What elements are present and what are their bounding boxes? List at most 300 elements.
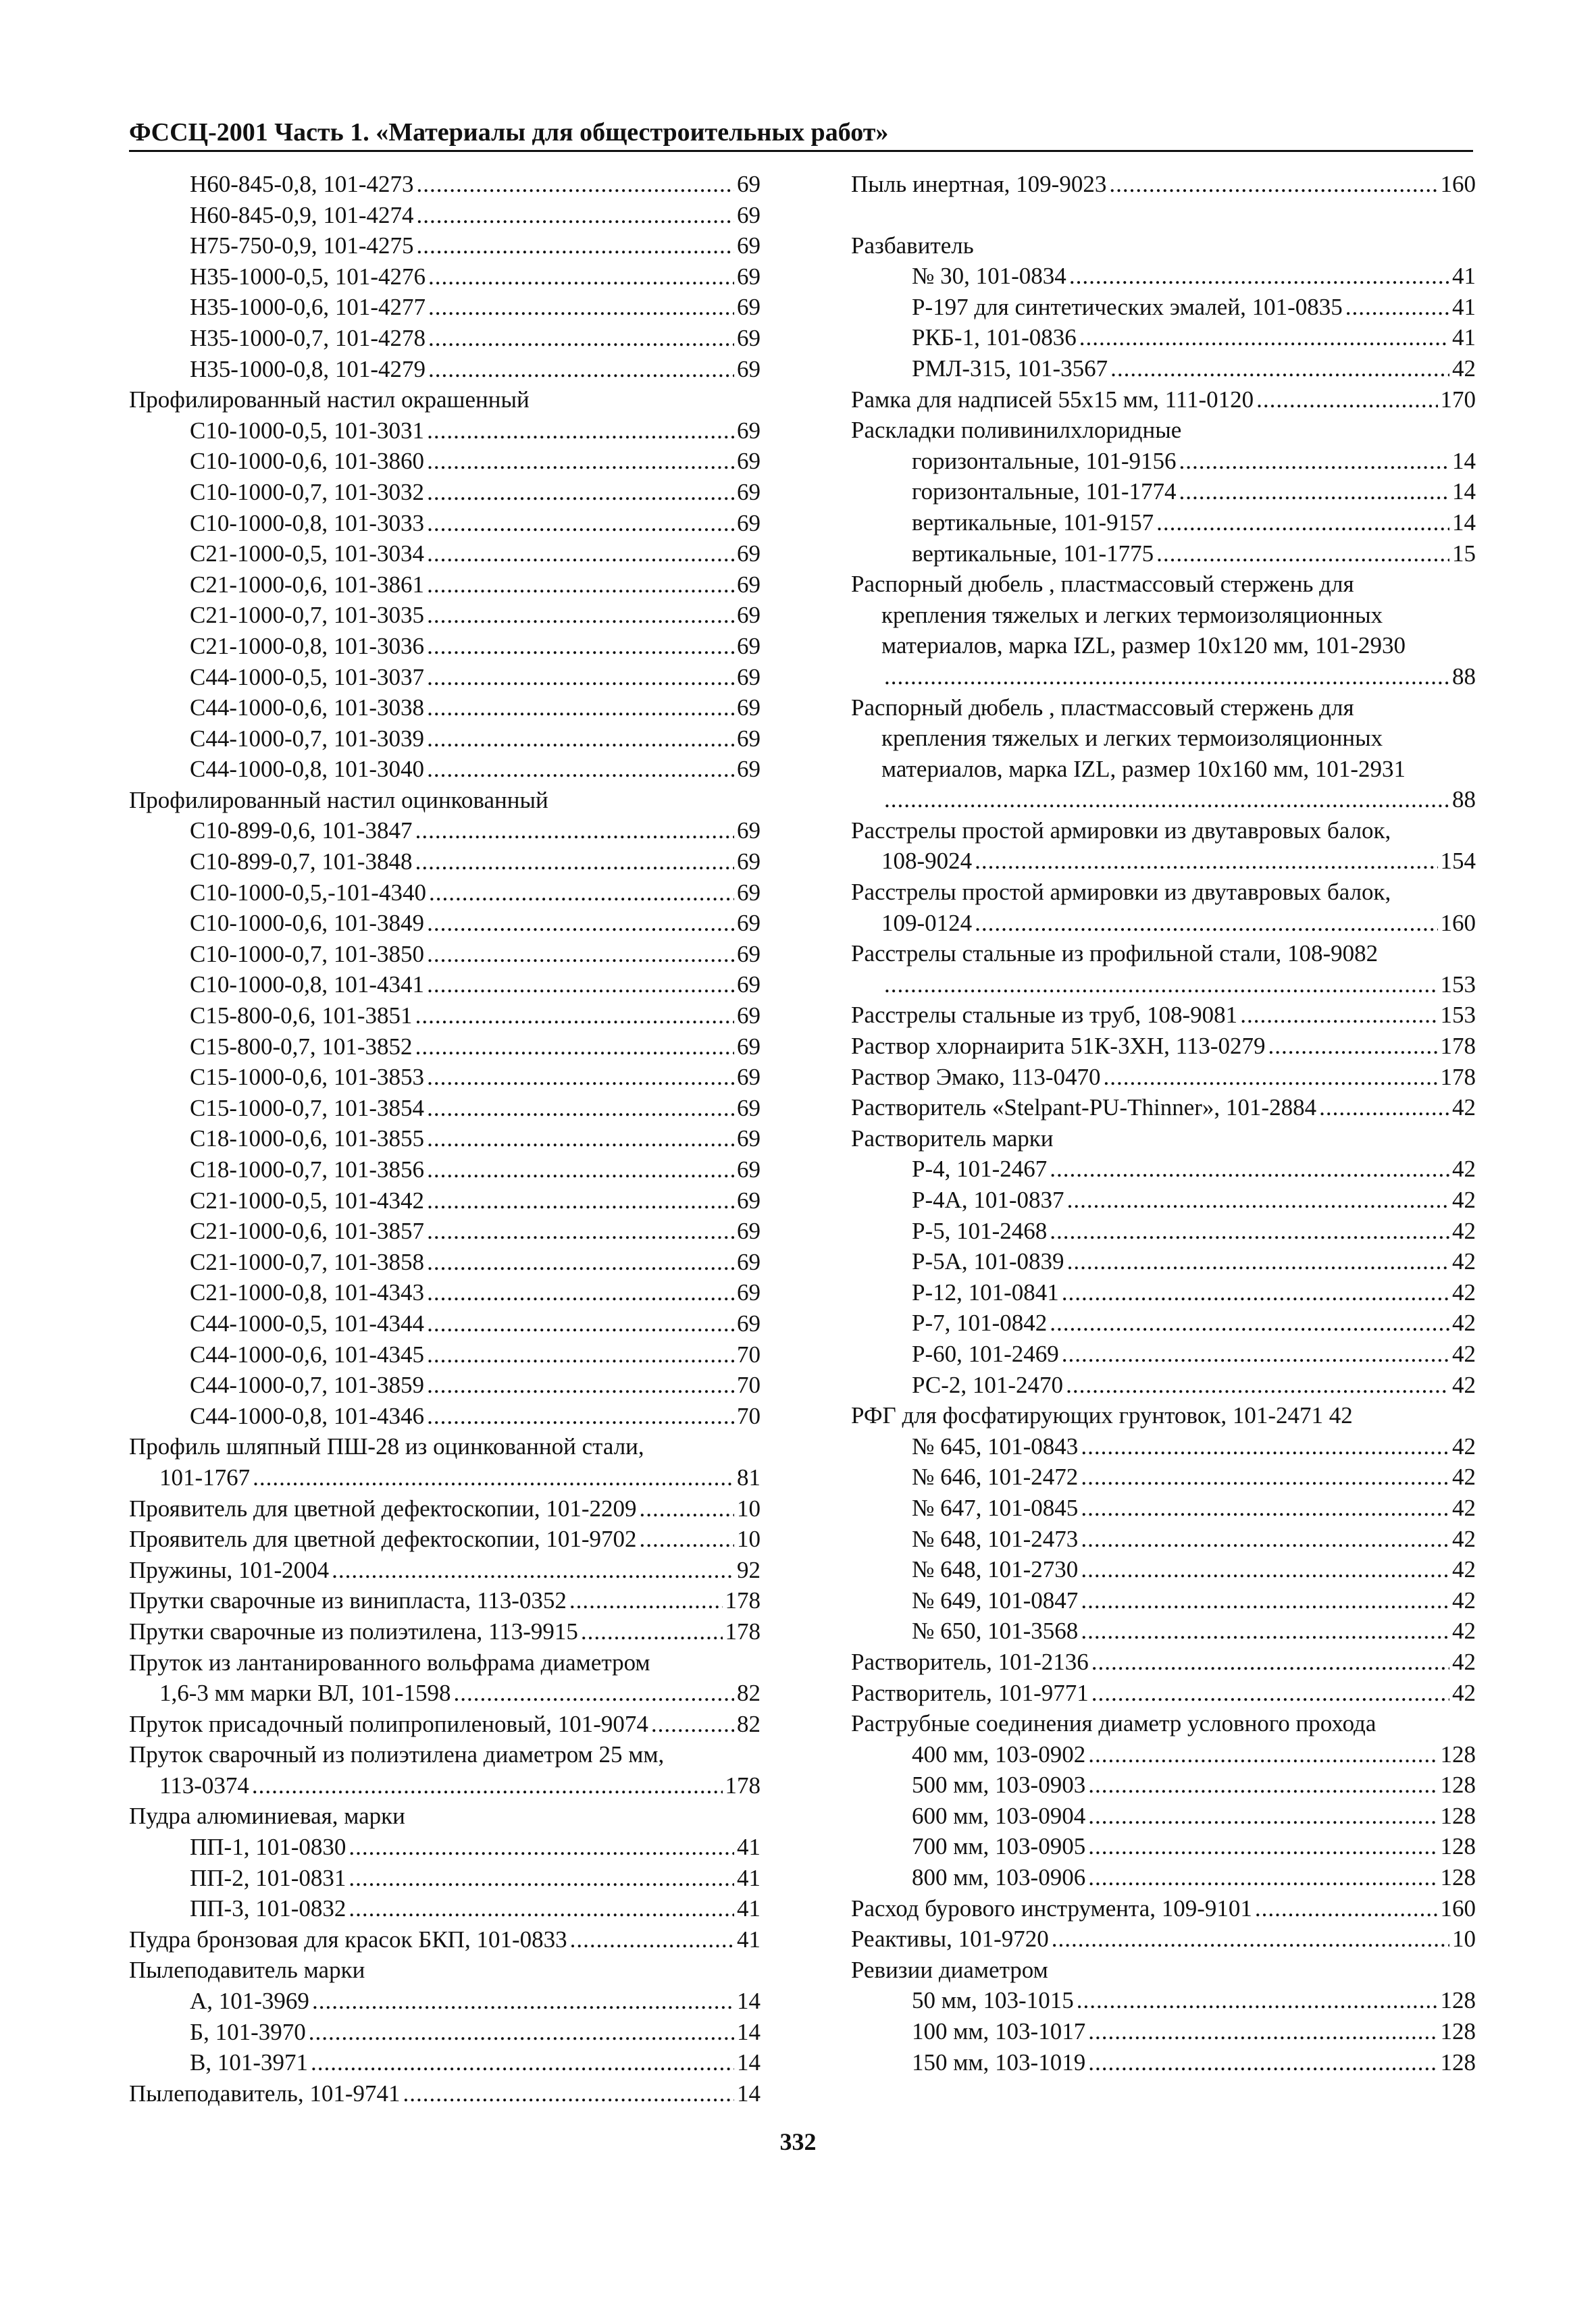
index-entry [129, 846, 761, 877]
index-entry [851, 1216, 1476, 1247]
index-entry [129, 1370, 761, 1401]
index-entry [129, 2017, 761, 2048]
index-entry-text: С21-1000-0,7, 101-3858 [190, 1248, 425, 1275]
index-entry [129, 969, 761, 1000]
index-entry-page: 128 [1440, 1741, 1476, 1768]
index-entry [851, 1678, 1476, 1709]
dot-leader [427, 538, 734, 569]
index-entry-page: 69 [737, 232, 761, 259]
dot-leader [349, 1863, 734, 1894]
index-entry-page: 69 [737, 632, 761, 659]
index-entry-page: 14 [737, 1988, 761, 2015]
index-entry-page: 42 [1452, 1494, 1476, 1521]
index-entry-page: 82 [737, 1680, 761, 1707]
index-entry [129, 1185, 761, 1216]
index-entry-page: 69 [737, 602, 761, 629]
index-entry-text: С15-800-0,6, 101-3851 [190, 1002, 413, 1029]
dot-leader [1077, 1985, 1438, 2016]
index-entry [851, 1862, 1476, 1893]
index-entry: крепления тяжелых и легких термоизоляционных [881, 601, 1383, 628]
index-entry-page: 70 [737, 1402, 761, 1429]
index-entry-text: Пыль инертная, 109-9023 [851, 171, 1107, 197]
index-entry-text: вертикальные, 101-1775 [912, 540, 1154, 567]
index-entry-text: 500 мм, 103-0903 [912, 1772, 1086, 1799]
dot-leader [1091, 1678, 1449, 1709]
index-entry-text: Пружины, 101-2004 [129, 1556, 330, 1583]
index-entry-page: 69 [737, 1125, 761, 1152]
index-entry-text: Н75-750-0,9, 101-4275 [190, 232, 414, 259]
index-entry-text: РС-2, 101-2470 [912, 1371, 1064, 1398]
index-entry-text: 400 мм, 103-0902 [912, 1741, 1086, 1768]
index-entry-page: 14 [1452, 478, 1476, 505]
index-entry-text: Б, 101-3970 [190, 2018, 306, 2045]
dot-leader [1052, 1924, 1449, 1955]
index-entry [851, 1585, 1476, 1616]
index-entry [851, 507, 1476, 538]
index-entry-text: С21-1000-0,8, 101-4343 [190, 1279, 425, 1306]
index-entry-page: 42 [1452, 1433, 1476, 1460]
dot-leader [1069, 261, 1449, 292]
dot-leader [312, 1986, 734, 2017]
index-entry-page: 41 [737, 1926, 761, 1953]
index-entry [129, 1770, 761, 1801]
dot-leader [1050, 1154, 1449, 1185]
dot-leader [1081, 1431, 1449, 1462]
index-entry [129, 230, 761, 261]
dot-leader [427, 508, 734, 539]
index-entry [851, 2016, 1476, 2047]
index-entry-text: Р-5А, 101-0839 [912, 1248, 1064, 1275]
index-heading: Расстрелы простой армировки из двутавровых балок, [851, 879, 1391, 906]
index-entry-text: С10-1000-0,5,-101-4340 [190, 879, 426, 906]
dot-leader [1088, 1801, 1437, 1832]
index-entry-page: 15 [1452, 540, 1476, 567]
index-entry [851, 1185, 1476, 1216]
index-entry-page: 14 [737, 2049, 761, 2076]
index-entry-text: 109-0124 [881, 909, 973, 936]
index-entry-page: 42 [1452, 1217, 1476, 1244]
index-entry [129, 1678, 761, 1709]
dot-leader [1109, 169, 1437, 200]
index-entry-text: Пылеподавитель, 101-9741 [129, 2080, 401, 2107]
index-heading: Распорный дюбель , пластмассовый стержень для [851, 694, 1354, 721]
index-entry-page: 42 [1452, 1094, 1476, 1121]
index-entry-text: Растворитель, 101-2136 [851, 1648, 1089, 1675]
index-entry-page: 88 [1452, 786, 1476, 813]
index-entry-text: С44-1000-0,6, 101-3038 [190, 694, 425, 721]
index-entry-page: 170 [1440, 386, 1476, 413]
index-heading: Раструбные соединения диаметр условного прохода [851, 1710, 1376, 1737]
page-header-title: ФССЦ-2001 Часть 1. «Материалы для общестроительных работ» [129, 118, 889, 147]
index-entry-page: 42 [1452, 1679, 1476, 1706]
index-entry-text: С18-1000-0,6, 101-3855 [190, 1125, 425, 1152]
index-entry [129, 939, 761, 970]
index-entry-page: 42 [1452, 1248, 1476, 1275]
index-entry-page: 42 [1452, 1187, 1476, 1213]
index-entry-text: С21-1000-0,7, 101-3035 [190, 602, 425, 629]
index-entry [129, 1216, 761, 1247]
index-entry-text: С21-1000-0,5, 101-4342 [190, 1187, 425, 1214]
dot-leader [1066, 1370, 1449, 1401]
index-entry-text: С44-1000-0,5, 101-4344 [190, 1310, 425, 1337]
index-entry-text: Р-12, 101-0841 [912, 1279, 1059, 1306]
index-entry [129, 692, 761, 723]
index-entry-text: Р-5, 101-2468 [912, 1217, 1048, 1244]
index-entry [851, 1277, 1476, 1308]
index-entry-page: 69 [737, 1156, 761, 1183]
index-entry [851, 1246, 1476, 1277]
dot-leader [417, 200, 735, 231]
index-entry-text: С10-1000-0,7, 101-3032 [190, 478, 425, 505]
index-entry [851, 1770, 1476, 1801]
index-entry-page: 42 [1452, 1525, 1476, 1552]
dot-leader [1179, 446, 1450, 477]
index-entry-text: РКБ-1, 101-0836 [912, 324, 1077, 351]
index-entry-page: 42 [1452, 355, 1476, 382]
index-entry [129, 200, 761, 231]
index-entry: крепления тяжелых и легких термоизоляционных [881, 725, 1383, 752]
index-entry [851, 1616, 1476, 1647]
index-heading: Растворитель марки [851, 1125, 1054, 1152]
index-entry [129, 815, 761, 846]
index-entry-text: Раствор Эмако, 113-0470 [851, 1063, 1101, 1090]
index-entry-text: горизонтальные, 101-9156 [912, 447, 1177, 474]
index-entry-page: 69 [737, 756, 761, 783]
index-entry-text: Расстрелы стальные из труб, 108-9081 [851, 1002, 1238, 1029]
index-entry-text: Проявитель для цветной дефектоскопии, 101-9702 [129, 1526, 637, 1553]
index-entry [851, 1370, 1476, 1401]
index-entry-text: Р-7, 101-0842 [912, 1310, 1048, 1337]
index-heading: Раскладки поливинилхлоридные [851, 417, 1182, 444]
index-entry-page: 10 [737, 1526, 761, 1553]
index-entry [129, 1555, 761, 1586]
index-entry [851, 169, 1476, 200]
index-entry [129, 1986, 761, 2017]
dot-leader [427, 1154, 734, 1185]
index-entry-page: 41 [1452, 324, 1476, 351]
index-entry [129, 323, 761, 354]
dot-leader [428, 292, 734, 323]
index-entry-page: 69 [737, 817, 761, 844]
index-heading: Расстрелы простой армировки из двутавровых балок, [851, 817, 1391, 844]
index-heading: Пудра алюминиевая, марки [129, 1803, 405, 1830]
dot-leader [427, 415, 734, 446]
index-entry-text: № 648, 101-2473 [912, 1525, 1079, 1552]
index-entry-text: С10-1000-0,6, 101-3849 [190, 910, 425, 937]
index-entry-page: 41 [737, 1834, 761, 1861]
index-entry-text: Прутки сварочные из винипласта, 113-0352 [129, 1587, 567, 1614]
index-entry [851, 1062, 1476, 1093]
index-entry-text: Р-4А, 101-0837 [912, 1187, 1064, 1213]
index-entry [851, 538, 1476, 569]
index-entry-page: 178 [1440, 1063, 1476, 1090]
dot-leader [415, 1031, 734, 1062]
dot-leader [1081, 1616, 1449, 1647]
spacer [851, 200, 1476, 230]
index-entry-page: 69 [737, 725, 761, 752]
index-entry-text: Прутки сварочные из полиэтилена, 113-9915 [129, 1618, 578, 1645]
dot-leader [428, 261, 734, 292]
index-entry-page: 69 [737, 294, 761, 321]
index-entry-page: 14 [737, 2080, 761, 2107]
index-entry [851, 1092, 1476, 1123]
index-entry-page: 153 [1440, 971, 1476, 998]
index-entry-text: Реактивы, 101-9720 [851, 1926, 1049, 1953]
dot-leader [427, 600, 734, 631]
dot-leader [427, 1093, 734, 1124]
dot-leader [1156, 538, 1449, 569]
index-entry [851, 1554, 1476, 1585]
index-entry [129, 1247, 761, 1278]
index-entry-text: С44-1000-0,6, 101-4345 [190, 1341, 425, 1368]
index-entry-page: 41 [737, 1895, 761, 1922]
index-entry-text: Пудра бронзовая для красок БКП, 101-0833 [129, 1926, 567, 1953]
dot-leader [640, 1524, 734, 1555]
dot-leader [427, 692, 734, 723]
index-entry [129, 1031, 761, 1062]
dot-leader [311, 2047, 734, 2078]
index-entry-text: Растворитель «Stelpant-PU-Thinner», 101-2884 [851, 1094, 1317, 1121]
index-entry-page: 128 [1440, 1833, 1476, 1860]
index-entry-page: 69 [737, 1064, 761, 1091]
index-entry [851, 476, 1476, 507]
dot-leader [1050, 1308, 1449, 1339]
index-entry-text: ПП-1, 101-0830 [190, 1834, 346, 1861]
dot-leader [640, 1493, 734, 1524]
index-entry-page: 128 [1440, 1772, 1476, 1799]
index-entry-text: Р-60, 101-2469 [912, 1340, 1059, 1367]
dot-leader [975, 908, 1437, 939]
index-entry-page: 69 [737, 971, 761, 998]
index-entry-text: С21-1000-0,6, 101-3857 [190, 1218, 425, 1245]
index-entry-page: 128 [1440, 2018, 1476, 2045]
index-entry-page: 69 [737, 171, 761, 197]
index-entry-text: С44-1000-0,8, 101-4346 [190, 1402, 425, 1429]
index-entry-page: 14 [1452, 509, 1476, 536]
index-entry-text: Н60-845-0,8, 101-4273 [190, 171, 414, 197]
index-entry-text: С21-1000-0,6, 101-3861 [190, 571, 425, 598]
index-entry-text: Рамка для надписей 55х15 мм, 111-0120 [851, 386, 1254, 413]
dot-leader [427, 662, 734, 693]
index-entry-text: 108-9024 [881, 848, 973, 875]
index-entry [851, 1647, 1476, 1678]
index-entry [129, 600, 761, 631]
page-header [129, 116, 1473, 152]
index-entry-page: 42 [1452, 1340, 1476, 1367]
index-heading: Пруток из лантанированного вольфрама диаметром [129, 1649, 650, 1676]
dot-leader [651, 1709, 734, 1740]
index-entry [851, 1801, 1476, 1832]
dot-leader [427, 969, 734, 1000]
index-entry-text: С18-1000-0,7, 101-3856 [190, 1156, 425, 1183]
dot-leader [1081, 1462, 1449, 1493]
index-entry-page: 153 [1440, 1002, 1476, 1029]
dot-leader [427, 723, 734, 754]
index-entry: РФГ для фосфатирующих грунтовок, 101-2471 42 [851, 1402, 1353, 1429]
index-entry-text: Н35-1000-0,7, 101-4278 [190, 324, 426, 351]
index-entry-page: 14 [1452, 447, 1476, 474]
dot-leader [975, 846, 1437, 877]
index-entry-text: № 646, 101-2472 [912, 1464, 1079, 1491]
index-entry-page: 69 [737, 910, 761, 937]
index-entry-text: В, 101-3971 [190, 2049, 308, 2076]
index-entry-page: 69 [737, 1094, 761, 1121]
index-entry-text: С21-1000-0,8, 101-3036 [190, 632, 425, 659]
dot-leader [349, 1893, 734, 1924]
index-entry-page: 154 [1440, 848, 1476, 875]
index-entry [851, 446, 1476, 477]
index-entry-page: 69 [737, 1187, 761, 1214]
index-entry [851, 908, 1476, 939]
index-entry-text: Растворитель, 101-9771 [851, 1679, 1089, 1706]
index-entry: материалов, марка IZL, размер 10х160 мм, 101-2931 [881, 755, 1406, 782]
index-entry-page: 69 [737, 1218, 761, 1245]
index-entry-text: А, 101-3969 [190, 1988, 309, 2015]
dot-leader [1062, 1339, 1449, 1370]
index-entry-page: 69 [737, 355, 761, 382]
dot-leader [427, 446, 734, 477]
dot-leader [570, 1924, 734, 1955]
dot-leader [1110, 353, 1449, 384]
index-entry-text: Н35-1000-0,5, 101-4276 [190, 263, 426, 290]
index-entry [851, 1431, 1476, 1462]
index-heading: Профиль шляпный ПШ-28 из оцинкованной стали, [129, 1433, 644, 1460]
index-entry-page: 82 [737, 1710, 761, 1737]
index-entry-text: 600 мм, 103-0904 [912, 1802, 1086, 1829]
index-entry-text: С10-1000-0,8, 101-4341 [190, 971, 425, 998]
index-entry-page: 42 [1452, 1648, 1476, 1675]
index-entry [129, 1924, 761, 1955]
index-entry [129, 1154, 761, 1185]
index-entry-page: 41 [1452, 263, 1476, 290]
index-entry [129, 415, 761, 446]
dot-leader [349, 1832, 734, 1863]
index-entry [851, 784, 1476, 815]
index-entry-page: 42 [1452, 1310, 1476, 1337]
dot-leader [1240, 1000, 1437, 1031]
index-entry-page: 69 [737, 263, 761, 290]
dot-leader [332, 1555, 734, 1586]
index-entry [851, 1831, 1476, 1862]
index-entry-page: 69 [737, 201, 761, 228]
index-heading: Пылеподавитель марки [129, 1957, 365, 1984]
dot-leader [427, 569, 734, 600]
dot-leader [1081, 1493, 1449, 1524]
dot-leader [427, 1185, 734, 1216]
index-entry: материалов, марка IZL, размер 10х120 мм, 101-2930 [881, 632, 1406, 659]
index-entry-text: 150 мм, 103-1019 [912, 2049, 1086, 2076]
dot-leader [1081, 1554, 1449, 1585]
index-entry [851, 353, 1476, 384]
index-entry [129, 1832, 761, 1863]
index-entry-text: С15-800-0,7, 101-3852 [190, 1033, 413, 1060]
index-entry-page: 128 [1440, 1802, 1476, 1829]
dot-leader [427, 1339, 734, 1370]
dot-leader [427, 477, 734, 508]
index-entry-text: ПП-2, 101-0831 [190, 1864, 346, 1891]
index-entry-page: 69 [737, 1279, 761, 1306]
index-entry [129, 1585, 761, 1616]
index-entry [129, 1339, 761, 1370]
index-entry-text: С10-1000-0,6, 101-3860 [190, 448, 425, 475]
dot-leader [253, 1462, 734, 1493]
index-entry-text: С15-1000-0,7, 101-3854 [190, 1094, 425, 1121]
index-entry [851, 1462, 1476, 1493]
index-entry-page: 178 [1440, 1033, 1476, 1060]
index-entry-text: Н60-845-0,9, 101-4274 [190, 201, 414, 228]
index-entry [851, 292, 1476, 323]
dot-leader [427, 1401, 734, 1432]
index-entry [129, 569, 761, 600]
index-entry-text: РМЛ-315, 101-3567 [912, 355, 1108, 382]
index-entry-text: № 649, 101-0847 [912, 1587, 1079, 1614]
index-entry-text: С10-1000-0,5, 101-3031 [190, 417, 425, 444]
index-entry-text: № 645, 101-0843 [912, 1433, 1079, 1460]
index-entry-text: С15-1000-0,6, 101-3853 [190, 1064, 425, 1091]
dot-leader [427, 908, 734, 939]
dot-leader [884, 661, 1449, 692]
index-entry-page: 14 [737, 2018, 761, 2045]
index-entry [129, 631, 761, 662]
index-entry-page: 69 [737, 848, 761, 875]
index-entry-page: 128 [1440, 1864, 1476, 1891]
dot-leader [415, 815, 734, 846]
index-entry-text: С44-1000-0,7, 101-3039 [190, 725, 425, 752]
dot-leader [1081, 1524, 1449, 1555]
index-entry [129, 877, 761, 908]
index-entry-text: Р-197 для синтетических эмалей, 101-0835 [912, 293, 1343, 320]
index-heading: Профилированный настил окрашенный [129, 386, 530, 413]
dot-leader [1156, 507, 1449, 538]
index-entry-text: № 30, 101-0834 [912, 263, 1066, 290]
index-entry-text: Раствор хлорнаирита 51К-3ХН, 113-0279 [851, 1033, 1266, 1060]
index-entry [129, 1401, 761, 1432]
index-entry-page: 69 [737, 1248, 761, 1275]
dot-leader [427, 1308, 734, 1339]
index-entry [129, 538, 761, 569]
index-heading: Разбавитель [851, 232, 974, 259]
index-entry-text: 101-1767 [159, 1464, 251, 1491]
index-entry-text: № 648, 101-2730 [912, 1556, 1079, 1583]
index-entry-page: 160 [1440, 909, 1476, 936]
dot-leader [1067, 1185, 1449, 1216]
dot-leader [1091, 1647, 1449, 1678]
index-entry [851, 1031, 1476, 1062]
index-entry [851, 846, 1476, 877]
index-entry [129, 292, 761, 323]
index-entry-text: 113-0374 [159, 1772, 249, 1799]
dot-leader [1088, 1831, 1437, 1862]
dot-leader [427, 939, 734, 970]
index-entry-page: 160 [1440, 171, 1476, 197]
index-entry-page: 10 [1452, 1926, 1476, 1953]
index-entry-page: 42 [1452, 1556, 1476, 1583]
index-entry-page: 42 [1452, 1587, 1476, 1614]
index-entry-page: 69 [737, 509, 761, 536]
index-entry [851, 2047, 1476, 2078]
index-entry-page: 178 [725, 1618, 761, 1645]
index-entry-text: С21-1000-0,5, 101-3034 [190, 540, 425, 567]
dot-leader [415, 1000, 734, 1031]
index-entry-page: 69 [737, 448, 761, 475]
dot-leader [1319, 1092, 1449, 1123]
index-entry [851, 1985, 1476, 2016]
index-entry-page: 128 [1440, 1987, 1476, 2014]
index-entry [851, 1308, 1476, 1339]
index-entry-page: 10 [737, 1495, 761, 1522]
dot-leader [1062, 1277, 1449, 1308]
index-entry-page: 69 [737, 663, 761, 690]
